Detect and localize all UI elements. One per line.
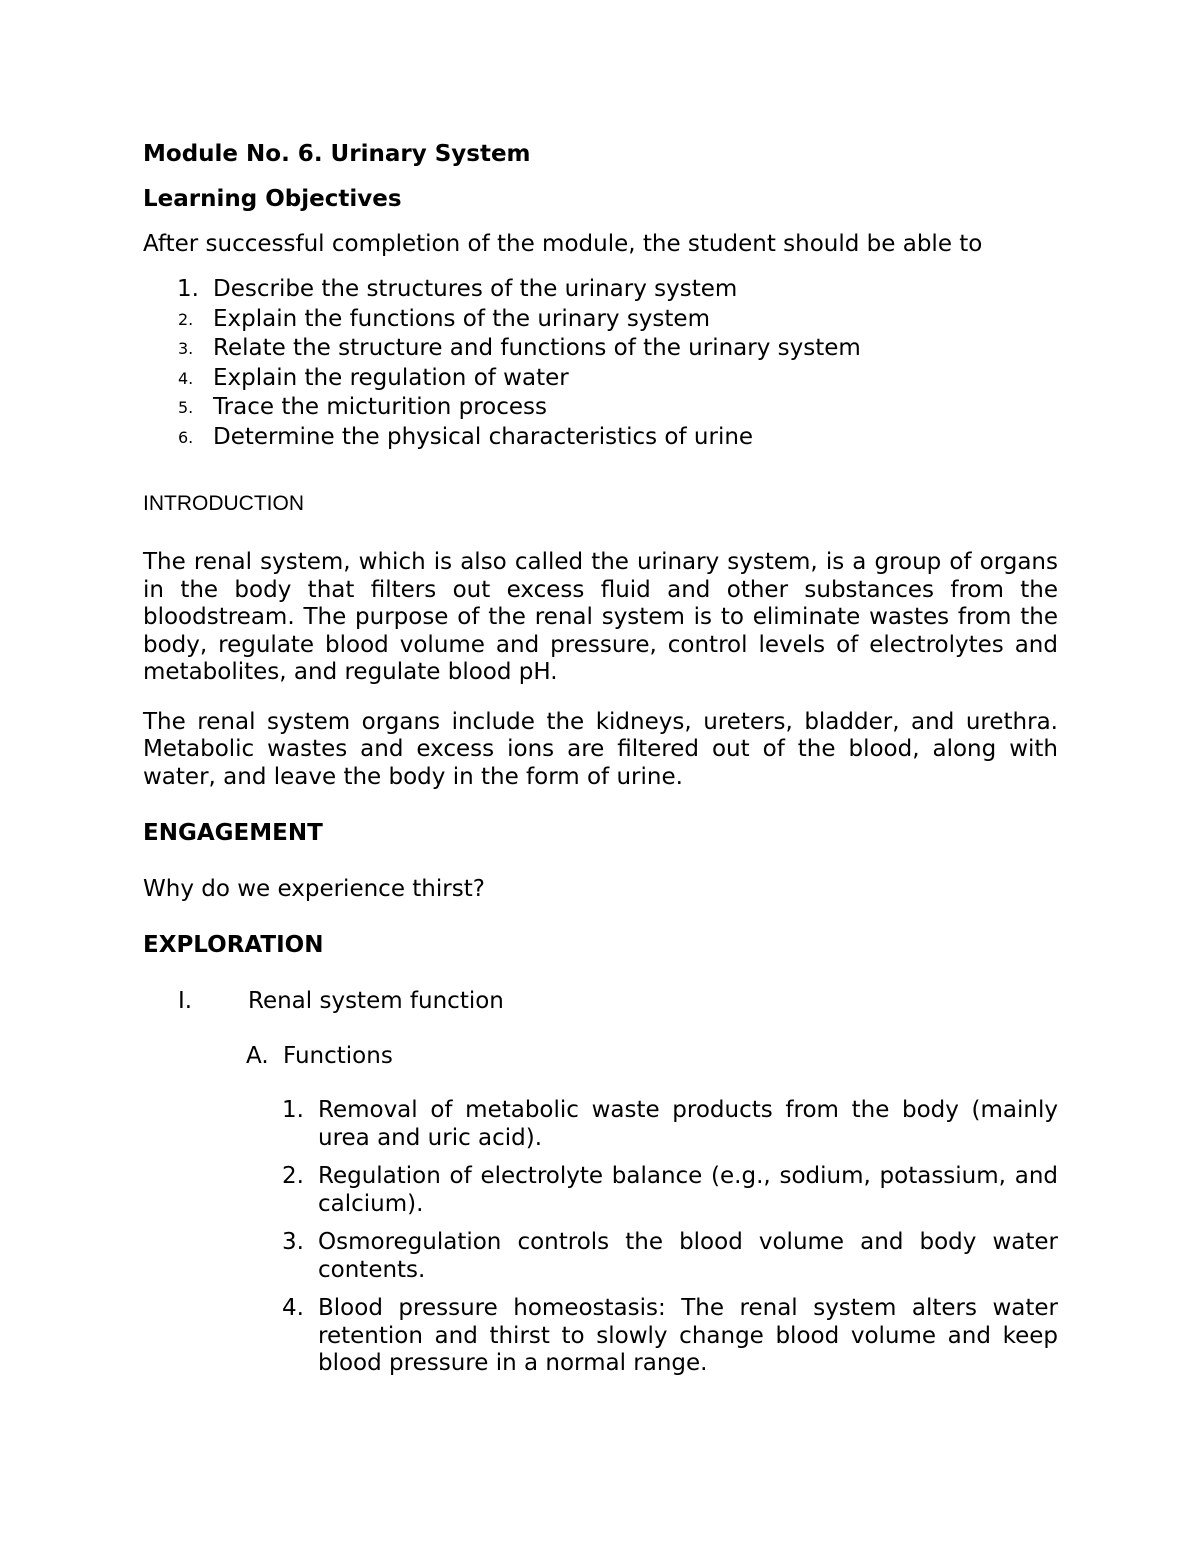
introduction-heading: INTRODUCTION: [143, 492, 304, 515]
objective-item: [143, 275, 1058, 305]
function-number: 3.: [282, 1229, 304, 1255]
function-item: [143, 1229, 1058, 1284]
exploration-heading: EXPLORATION: [143, 932, 324, 958]
objective-text: Determine the physical characteristics of urine: [213, 423, 754, 450]
section-a-text: Functions: [283, 1043, 393, 1069]
objective-text: Explain the regulation of water: [213, 364, 569, 391]
objective-number: 2.: [178, 309, 194, 329]
objective-text: Relate the structure and functions of the urinary system: [213, 335, 861, 361]
function-item: [143, 1097, 1058, 1152]
introduction-paragraph: The renal system, which is also called the urinary system, is a group of organs in the body that filters out excess fluid and other substances from the bloodstream. The purpose of the renal system is to eliminate wastes from the body, regulate blood volume and pressure, control levels of electrolytes and metabolites, and regulate blood pH.: [143, 549, 1058, 685]
objectives-lead: After successful completion of the module, the student should be able to: [143, 231, 983, 257]
learning-objectives-heading: Learning Objectives: [143, 186, 402, 212]
introduction-paragraph: The renal system organs include the kidneys, ureters, bladder, and urethra. Metabolic wastes and excess ions are filtered out of the blood, along with water, and leave the body in the form of urine.: [143, 708, 1058, 790]
objectives-list: [143, 275, 1058, 452]
function-item: [143, 1295, 1058, 1378]
function-text: Regulation of electrolyte balance (e.g., sodium, potassium, and calcium).: [318, 1163, 1058, 1217]
objective-item: [143, 305, 1058, 335]
section-i: [143, 987, 1058, 1015]
objective-number: 6.: [178, 427, 194, 447]
function-number: 1.: [282, 1097, 304, 1123]
module-title: Module No. 6. Urinary System: [143, 141, 531, 167]
objective-text: Trace the micturition process: [213, 394, 548, 420]
functions-list: [143, 1097, 1058, 1378]
engagement-heading: ENGAGEMENT: [143, 820, 323, 846]
function-text: Blood pressure homeostasis: The renal system alters water retention and thirst to slowly change blood volume and keep blood pressure in a normal range.: [318, 1295, 1058, 1376]
objective-text: Explain the functions of the urinary system: [213, 305, 710, 332]
objective-number: 5.: [178, 398, 194, 417]
objective-number: 1.: [177, 276, 199, 302]
document-content: [143, 140, 1058, 1389]
function-number: 4.: [282, 1295, 304, 1321]
objective-number: 4.: [178, 368, 194, 388]
section-i-text: Renal system function: [248, 988, 504, 1014]
section-a: [143, 1042, 1058, 1070]
function-number: 2.: [282, 1163, 304, 1189]
objective-item: [143, 334, 1058, 364]
objective-item: [143, 423, 1058, 453]
function-item: [143, 1163, 1058, 1218]
objective-item: [143, 393, 1058, 423]
engagement-question: Why do we experience thirst?: [143, 876, 485, 902]
objective-item: [143, 364, 1058, 394]
objective-number: 3.: [178, 339, 194, 358]
function-text: Removal of metabolic waste products from the body (mainly urea and uric acid).: [318, 1097, 1058, 1151]
section-i-number: I.: [178, 988, 193, 1014]
function-text: Osmoregulation controls the blood volume and body water contents.: [318, 1229, 1058, 1283]
section-a-number: A.: [246, 1043, 269, 1069]
objective-text: Describe the structures of the urinary system: [213, 276, 738, 302]
